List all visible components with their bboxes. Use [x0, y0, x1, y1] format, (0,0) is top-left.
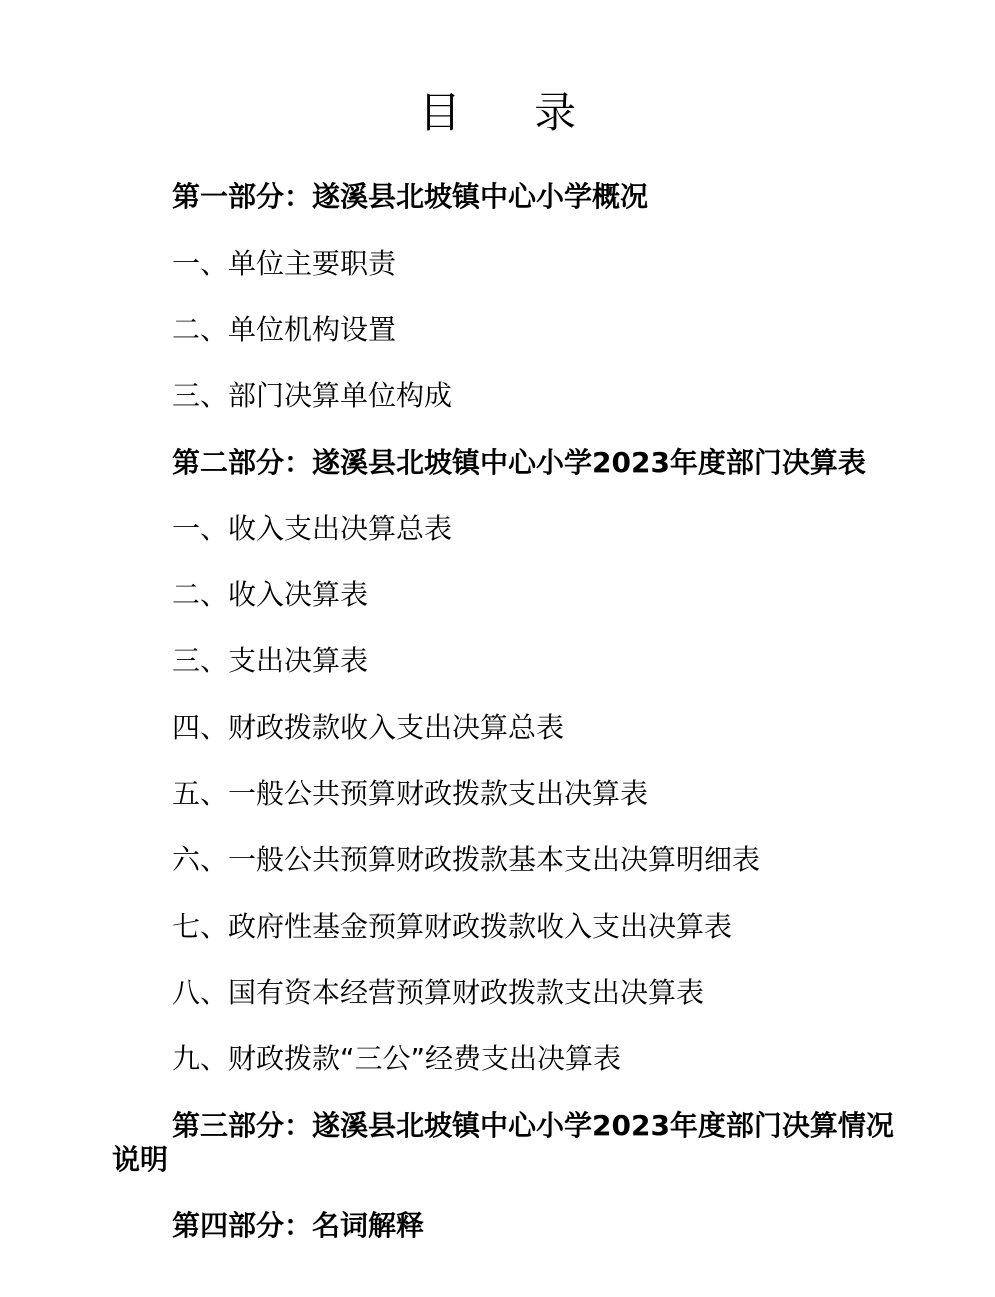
toc-item-2-9[interactable]: 九、财政拨款“三公”经费支出决算表 — [172, 1042, 622, 1075]
toc-item-2-3[interactable]: 三、支出决算表 — [172, 644, 369, 677]
toc-item-2-1[interactable]: 一、收入支出决算总表 — [172, 512, 453, 545]
toc-item-2-4[interactable]: 四、财政拨款收入支出决算总表 — [172, 711, 565, 744]
toc-item-2-5[interactable]: 五、一般公共预算财政拨款支出决算表 — [172, 777, 649, 810]
toc-item-2-8[interactable]: 八、国有资本经营预算财政拨款支出决算表 — [172, 976, 705, 1009]
toc-part-4[interactable]: 第四部分：名词解释 — [172, 1209, 425, 1242]
toc-item-2-2[interactable]: 二、收入决算表 — [172, 578, 369, 611]
toc-item-1-3[interactable]: 三、部门决算单位构成 — [172, 379, 453, 412]
toc-part-3[interactable]: 第三部分：遂溪县北坡镇中心小学2023年度部门决算情况说明 — [112, 1109, 894, 1176]
toc-part-2[interactable]: 第二部分：遂溪县北坡镇中心小学2023年度部门决算表 — [172, 446, 866, 479]
toc-item-2-7[interactable]: 七、政府性基金预算财政拨款收入支出决算表 — [172, 910, 733, 943]
toc-part-1[interactable]: 第一部分：遂溪县北坡镇中心小学概况 — [172, 180, 649, 213]
toc-item-1-1[interactable]: 一、单位主要职责 — [172, 247, 397, 280]
toc-item-1-2[interactable]: 二、单位机构设置 — [172, 313, 397, 346]
toc-item-2-6[interactable]: 六、一般公共预算财政拨款基本支出决算明细表 — [172, 843, 761, 876]
page-title: 目 录 — [418, 88, 607, 137]
